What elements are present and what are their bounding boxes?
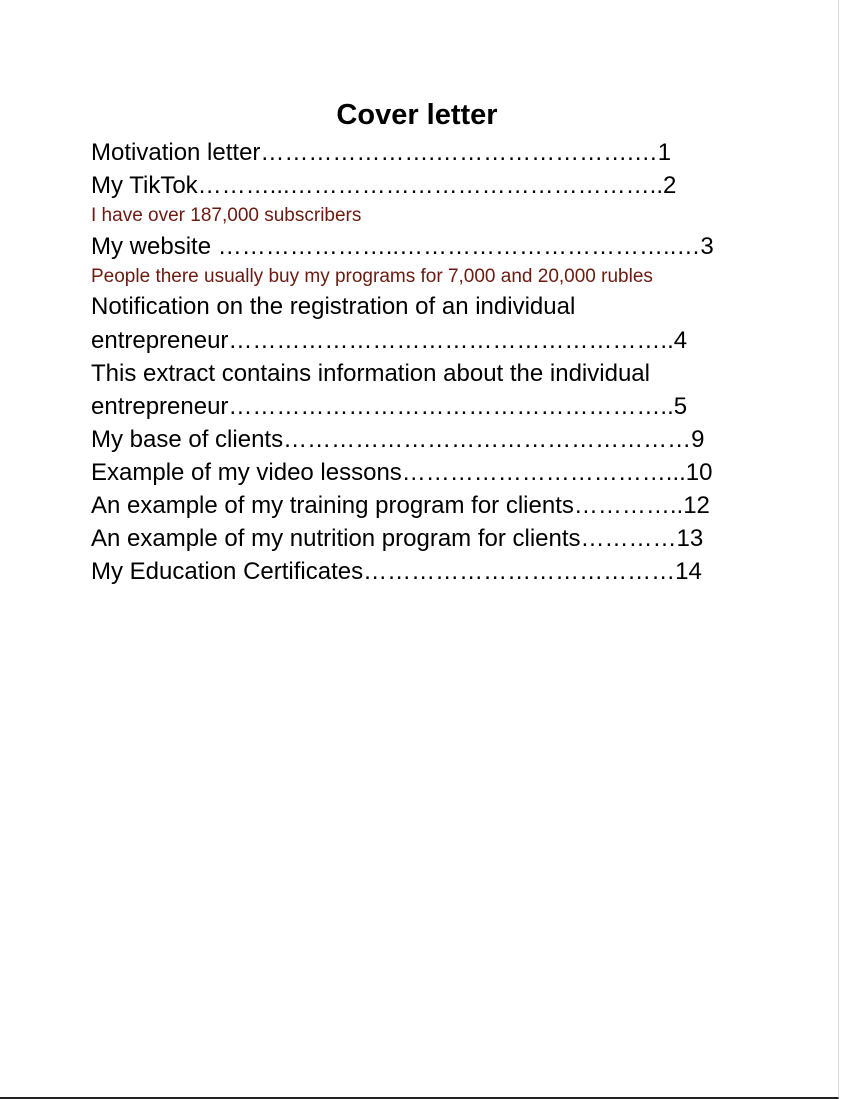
toc-entry-tiktok: My TikTok………...………………………………………..2 xyxy=(91,172,677,199)
toc-entry-website: My website …………………..……………………………..…3 xyxy=(91,233,714,260)
toc-entry-video-lessons: Example of my video lessons……………………………...10 xyxy=(91,459,713,486)
toc-entry-certificates: My Education Certificates…………………………………14 xyxy=(91,558,702,585)
toc-entry-notification-line-2: entrepreneur………………………………………………..4 xyxy=(91,327,688,354)
toc-entry-motivation-letter: Motivation letter………………….…………………….…1 xyxy=(91,139,672,166)
toc-entry-training-program: An example of my training program for clients…………..12 xyxy=(91,492,710,519)
toc-entry-extract-line-2: entrepreneur………………………………………………..5 xyxy=(91,393,688,420)
tiktok-note: I have over 187,000 subscribers xyxy=(91,205,362,226)
toc-entry-notification-line-1: Notification on the registration of an individual xyxy=(91,293,576,320)
website-note: People there usually buy my programs for 7,000 and 20,000 rubles xyxy=(91,266,653,287)
toc-entry-nutrition-program: An example of my nutrition program for clients…………13 xyxy=(91,525,704,552)
document-title: Cover letter xyxy=(336,99,498,131)
toc-entry-extract-line-1: This extract contains information about the individual xyxy=(91,360,650,387)
toc-entry-client-base: My base of clients……………………………………………9 xyxy=(91,426,705,453)
